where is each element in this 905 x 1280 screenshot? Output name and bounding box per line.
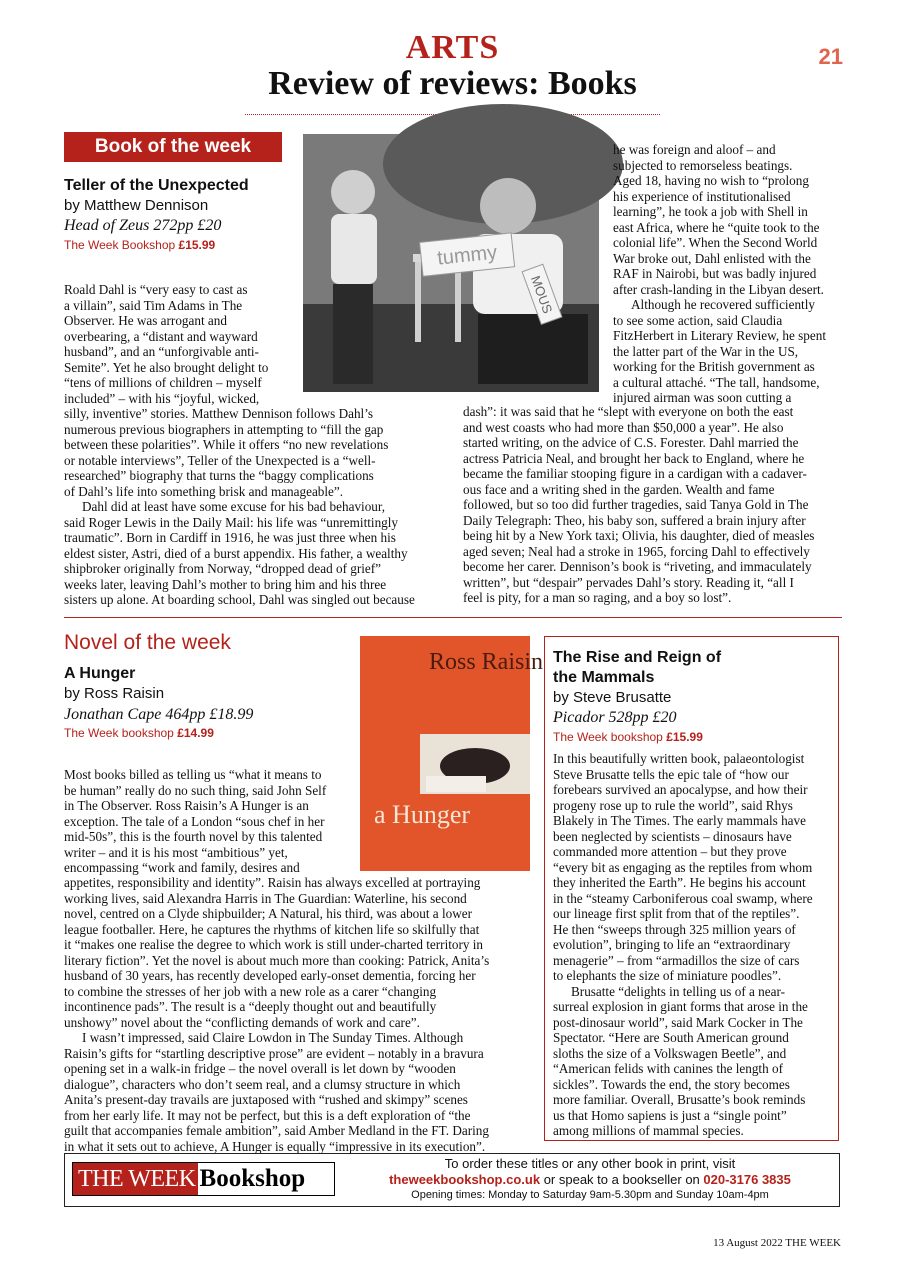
text-line: Steve Brusatte tells the epic tale of “how our xyxy=(553,766,789,782)
text-line: colonial life”. When the Second World xyxy=(613,235,818,250)
text-line: or notable interviews”, Teller of the Unexpected is a “well- xyxy=(64,452,376,468)
text-line: aged seven; Neal had a stroke in 1965, forcing Dahl to effectively xyxy=(463,543,810,559)
text-line: Spectator. “Here are South American ground xyxy=(553,1030,789,1045)
text-line: included” – with his “joyful, wicked, xyxy=(64,390,260,406)
mammals-title-line1: The Rise and Reign of xyxy=(553,649,722,666)
bookshop-line2 xyxy=(345,1172,835,1188)
novel-bookshop-price xyxy=(64,724,214,742)
text-line: working lives, said Alexandra Harris in The Guardian: Waterline, his second xyxy=(64,890,467,906)
text-line: league footballer. Here, he captures the rhythms of kitchen life so skilfully that xyxy=(64,921,480,937)
photo-sign-2: MOUS xyxy=(527,273,556,316)
page-title: Review of reviews: Books xyxy=(268,65,637,102)
bookshop-hours: Opening times: Monday to Saturday 9am-5.30pm and Sunday 10am-4pm xyxy=(411,1189,769,1201)
novel-review-body xyxy=(64,875,526,1154)
text-line: sickles”. Towards the end, the story becomes xyxy=(553,1076,790,1092)
book-publisher: Head of Zeus 272pp £20 xyxy=(64,217,222,234)
text-line: Anita’s present-day travails are juxtaposed with “rushed and skimpy” scenes xyxy=(64,1092,468,1107)
text-line: Semite”. Yet he also brought delight to xyxy=(64,359,269,375)
text-line: Dahl did at least have some excuse for his bad behaviour, xyxy=(82,499,386,514)
text-line: it “makes one realise the degree to which work is still under-charted territory in xyxy=(64,937,484,952)
text-line: writer – and it is his most “ambitious” yet, xyxy=(64,844,288,860)
text-line: written”, but “despair” pervades Dahl’s story. Reading it, “all I xyxy=(463,574,794,590)
text-line: post-dinosaur world”, said Mark Cocker in The xyxy=(553,1014,803,1030)
text-line: husband”, and an “unforgivable anti- xyxy=(64,344,259,359)
text-line: become her carer. Dennison’s book is “riveting, and immaculately xyxy=(463,559,812,574)
text-line: been neglected by scientists – dinosaurs have xyxy=(553,828,792,844)
mammals-title-line2: the Mammals xyxy=(553,669,655,686)
novel-publisher: Jonathan Cape 464pp £18.99 xyxy=(64,706,254,723)
text-line: numerous previous biographers in attempting to “fill the gap xyxy=(64,421,384,437)
bookshop-label: The Week Bookshop xyxy=(64,238,176,252)
text-line: menagerie” – from “armadillos the size of cars xyxy=(553,952,800,968)
text-line: commanded more attention – but they prove xyxy=(553,844,787,859)
text-line: He then “sweeps through 325 million years of xyxy=(553,921,796,937)
text-line: “every bit as engaging as the reptiles from whom xyxy=(553,859,813,875)
mammals-review-body xyxy=(553,751,831,1139)
logo-part1: THE WEEK xyxy=(73,1163,198,1195)
text-line: to combine the stresses of her job with a new role as a carer “changing xyxy=(64,983,437,999)
text-line: War broke out, Dahl enlisted with the xyxy=(613,250,811,266)
text-line: he was foreign and aloof – and xyxy=(613,142,776,157)
text-line: Raisin’s gifts for “startling descriptive prose” are evident – notably in a bravura xyxy=(64,1045,484,1061)
text-line: shipbroker originally from Norway, “dropped dead of grief” xyxy=(64,561,382,576)
text-line: progeny rose up to rule the world”, said Rhys xyxy=(553,797,793,813)
dahl-photo xyxy=(303,134,599,392)
text-line: in what it sets out to achieve, A Hunger is equally “impressive in its execution”. xyxy=(64,1138,486,1154)
price: £14.99 xyxy=(177,726,214,740)
text-line: Brusatte “delights in telling us of a near- xyxy=(571,983,785,999)
text-line: guilt that accompanies female ambition”, said Amber Medland in the FT. Daring xyxy=(64,1123,489,1138)
text-line: RAF in Nairobi, but was badly injured xyxy=(613,266,817,281)
bookshop-line1: To order these titles or any other book in print, visit xyxy=(444,1156,736,1171)
text-line: from her early life. It may not be perfect, but this is a deft exploration of “the xyxy=(64,1107,471,1123)
text-line: evolution”, bringing to life an “extraordinary xyxy=(553,937,791,952)
mammals-author: by Steve Brusatte xyxy=(553,689,672,706)
bookshop-label: The Week bookshop xyxy=(64,726,174,740)
text-line: feel is pity, for a man so raging, and a boy so lost”. xyxy=(463,590,732,605)
logo-part2: Bookshop xyxy=(198,1163,310,1195)
text-line: sisters up alone. At boarding school, Dahl was singled out because xyxy=(64,592,415,607)
book-title: Teller of the Unexpected xyxy=(64,177,249,194)
text-line: weeks later, leaving Dahl’s mother to bring him and his three xyxy=(64,576,387,592)
text-line: overbearing, a “distant and wayward xyxy=(64,328,258,344)
text-line: followed, but so too did further tragedies, said Tanya Gold in The xyxy=(463,497,809,512)
mammals-bookshop-price xyxy=(553,728,703,746)
text-line: said Roger Lewis in the Daily Mail: his life was “unremittingly xyxy=(64,514,399,530)
book-review-body-left xyxy=(64,406,443,608)
text-line: Although he recovered sufficiently xyxy=(631,297,815,312)
text-line: among millions of mammal species. xyxy=(553,1123,744,1138)
page-footer: 13 August 2022 THE WEEK xyxy=(713,1237,841,1249)
text-line: exception. The tale of a London “sous chef in her xyxy=(64,813,325,829)
text-line: FitzHerbert in Literary Review, he spent xyxy=(613,328,827,343)
text-line: actress Patricia Neal, and brought her back to England, where he xyxy=(463,450,805,466)
bookshop-logo xyxy=(72,1162,335,1196)
text-line: unshowy” novel about the “conflicting demands of work and care”. xyxy=(64,1014,420,1030)
text-line: his experience of institutionalised xyxy=(613,188,791,204)
text-line: surreal explosion in giant forms that arose in the xyxy=(553,999,808,1014)
text-line: Blakely in The Times. The early mammals have xyxy=(553,813,806,828)
novel-author: by Ross Raisin xyxy=(64,685,165,702)
text-line: in the “steamy Carboniferous coal swamp, where xyxy=(553,890,813,906)
section-heading: ARTS xyxy=(405,29,500,66)
bookshop-info xyxy=(345,1156,835,1203)
text-line: in The Observer. Ross Raisin’s A Hunger is an xyxy=(64,798,309,813)
text-line: be human” really do no such thing, said John Self xyxy=(64,782,327,798)
text-line: the latter part of the War in the US, xyxy=(613,343,799,359)
text-line: eldest sister, Astri, died of a burst appendix. His father, a wealthy xyxy=(64,545,408,561)
book-review-body-right xyxy=(613,142,843,406)
text-line: to elephants the size of miniature poodles”. xyxy=(553,968,782,983)
text-line: working for the British government as xyxy=(613,359,815,374)
text-line: sloths the size of a Volkswagen Beetle”, and xyxy=(553,1045,787,1061)
text-line: Observer. He was arrogant and xyxy=(64,313,227,328)
mammals-title xyxy=(553,648,721,688)
text-line: our lineage first split from that of the reptiles”. xyxy=(553,906,800,921)
text-line: after crash-landing in the Libyan desert. xyxy=(613,281,824,297)
novel-review-intro xyxy=(64,767,348,876)
price: £15.99 xyxy=(178,238,216,252)
text-line: a villain”, said Tim Adams in The xyxy=(64,297,243,313)
text-line: traumatic”. Born in Cardiff in 1916, he was just three when his xyxy=(64,530,396,545)
bookshop-phone: 020-3176 3835 xyxy=(703,1172,791,1187)
text-line: injured airman was soon cutting a xyxy=(613,390,792,405)
book-review-body-right-full xyxy=(463,404,842,606)
text-line: dialogue”, characters who don’t seem real, and a clumsy structure in which xyxy=(64,1076,461,1092)
text-line: between these polarities”. While it offers “no new revelations xyxy=(64,437,389,452)
text-line: Most books billed as telling us “what it means to xyxy=(64,767,322,782)
text-line: encompassing “work and family, desires and xyxy=(64,860,300,875)
text-line: to see some action, said Claudia xyxy=(613,312,783,328)
text-line: literary fiction”. Yet the novel is about much more than cooking: Patrick, Anita’s xyxy=(64,952,490,968)
book-review-intro xyxy=(64,282,289,406)
text-line: silly, inventive” stories. Matthew Dennison follows Dahl’s xyxy=(64,406,374,421)
price: £15.99 xyxy=(666,730,703,744)
section-divider xyxy=(64,617,842,618)
mammals-publisher: Picador 528pp £20 xyxy=(553,709,677,726)
text-line: Aged 18, having no wish to “prolong xyxy=(613,173,809,188)
text-line: dash”: it was said that he “slept with everyone on both the east xyxy=(463,404,794,419)
text-line: opening set in a walk-in fridge – the novel overall is let down by “wooden xyxy=(64,1061,456,1076)
text-line: “tens of millions of children – myself xyxy=(64,375,262,390)
book-of-week-badge: Book of the week xyxy=(64,132,282,162)
text-line: ous face and a writing shed in the garden. Wealth and fame xyxy=(463,481,775,497)
text-line: I wasn’t impressed, said Claire Lowdon in The Sunday Times. Although xyxy=(82,1030,464,1045)
book-author: by Matthew Dennison xyxy=(64,197,209,214)
text-line: more familiar. Overall, Brusatte’s book reminds xyxy=(553,1092,806,1107)
text-line: forebears survived an apocalypse, and how their xyxy=(553,782,808,797)
novel-of-week-heading: Novel of the week xyxy=(64,631,231,654)
text-line: being hit by a New York taxi; Olivia, his daughter, died of measles xyxy=(463,528,815,543)
text-line: subjected to remorseless beatings. xyxy=(613,157,793,173)
text-line: us that Homo sapiens is just a “single point” xyxy=(553,1107,787,1123)
novel-cover xyxy=(360,636,544,871)
text-line: husband of 30 years, has recently developed early-onset dementia, forcing her xyxy=(64,968,476,983)
bookshop-label: The Week bookshop xyxy=(553,730,663,744)
text-line: researched” biography that turns the “baggy complications xyxy=(64,468,374,483)
novel-title: A Hunger xyxy=(64,665,136,682)
text-line: started writing, on the advice of C.S. Forester. Dahl married the xyxy=(463,435,799,450)
text-line: and west coasts who had more than $50,000 a year”. He also xyxy=(463,419,784,435)
text-line: appetites, responsibility and identity”. Raisin has always excelled at portraying xyxy=(64,875,481,890)
text-line: Daily Telegraph: Theo, his baby son, suffered a brain injury after xyxy=(463,512,806,528)
page-number: 21 xyxy=(818,44,843,69)
text-line: east Africa, where he “quite took to the xyxy=(613,219,820,235)
bookshop-price xyxy=(64,236,215,254)
cover-author: Ross Raisin xyxy=(428,649,544,675)
text-line: incontinence pads”. The result is a “deeply thought out and beautifully xyxy=(64,999,437,1014)
photo-sign-1: tummy xyxy=(436,241,499,270)
bookshop-url[interactable]: theweekbookshop.co.uk xyxy=(389,1172,541,1187)
text-line: became the familiar stooping figure in a cardigan with a cadaver- xyxy=(463,466,807,481)
text-line: novel, centred on a Clyde shipbuilder; A Natural, his third, was about a lower xyxy=(64,906,472,921)
text-line: they inherited the Earth”. He begins his account xyxy=(553,875,806,890)
bookshop-mid: or speak to a bookseller on xyxy=(540,1172,704,1187)
text-line: of Dahl’s life into something brisk and manageable”. xyxy=(64,483,344,499)
cover-title: a Hunger xyxy=(374,800,471,829)
text-line: In this beautifully written book, palaeontologist xyxy=(553,751,805,766)
text-line: Roald Dahl is “very easy to cast as xyxy=(64,282,248,297)
text-line: a cultural attaché. “The tall, handsome, xyxy=(613,374,820,390)
text-line: learning”, he took a job with Shell in xyxy=(613,204,808,219)
text-line: “American felids with canines the length of xyxy=(553,1061,783,1076)
text-line: mid-50s”, this is the fourth novel by this talented xyxy=(64,829,323,844)
